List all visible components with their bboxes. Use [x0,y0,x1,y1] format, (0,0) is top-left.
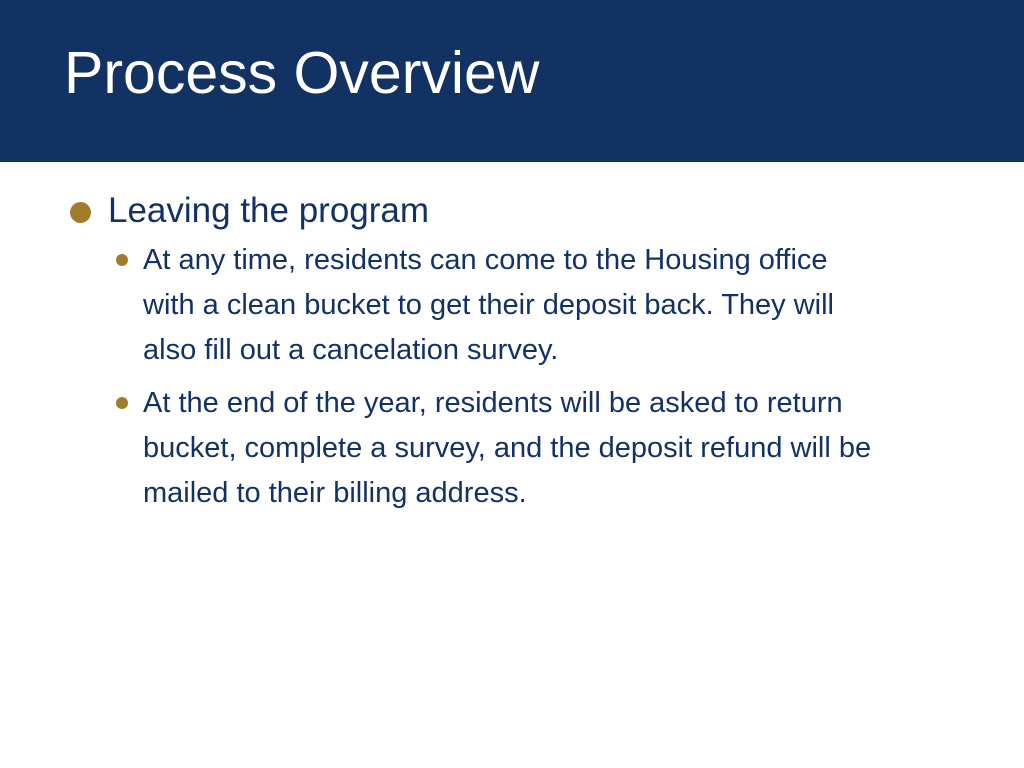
sub-bullet-dot-icon [116,397,128,409]
bullet-leaving-the-program [108,188,1024,234]
sub-bullet-anytime [143,238,883,373]
bullet-dot-icon [70,202,91,223]
slide-title: Process Overview [64,40,540,106]
sub-bullet-text: At the end of the year, residents will be asked to return bucket, complete a survey, and the deposit refund will be mailed to their billing address. [143,387,872,509]
title-bar [0,0,1024,162]
sub-bullet-end-of-year [143,381,883,516]
sub-bullet-dot-icon [116,254,128,266]
slide-content [0,188,1024,524]
sub-bullet-text: At any time, residents can come to the Housing office with a clean bucket to get their deposit back. They will also fill out a cancelation survey. [143,244,835,366]
bullet-text: Leaving the program [108,191,430,230]
sub-bullet-list [0,238,1024,516]
